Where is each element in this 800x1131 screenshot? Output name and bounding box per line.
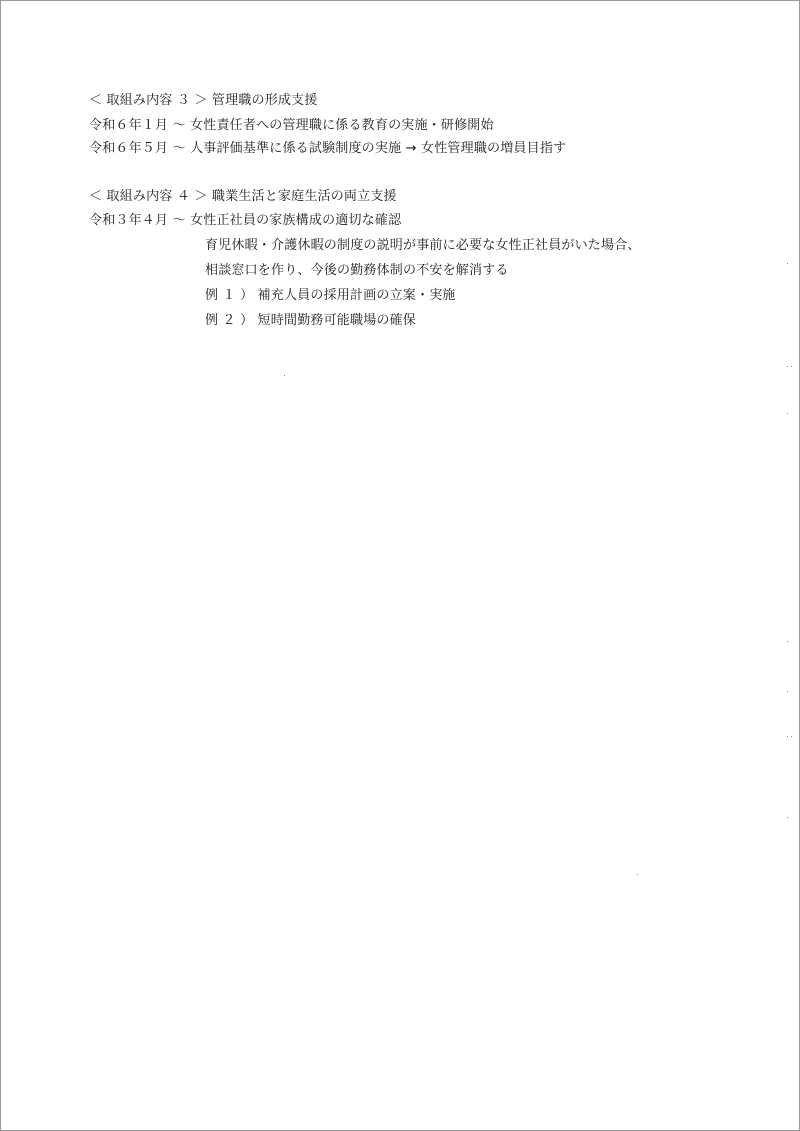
scan-speck xyxy=(791,736,792,737)
scan-speck xyxy=(637,874,638,875)
scan-speck xyxy=(787,736,788,737)
scan-speck xyxy=(284,375,285,376)
scan-speck xyxy=(787,817,788,818)
section4-heading: ＜ 取組み内容 ４ ＞ 職業生活と家庭生活の両立支援 xyxy=(89,189,397,204)
section4-detail-2: 相談窓口を作り、今後の勤務体制の不安を解消する xyxy=(205,263,509,278)
section4-detail-1: 育児休暇・介護休暇の制度の説明が事前に必要な女性正社員がいた場合、 xyxy=(205,238,641,253)
section4-item: 令和３年４月 ～ 女性正社員の家族構成の適切な確認 xyxy=(89,213,402,228)
scan-speck xyxy=(787,263,788,264)
section3-item-2: 令和６年５月 ～ 人事評価基準に係る試験制度の実施 → 女性管理職の増員目指す xyxy=(89,141,567,156)
scan-speck xyxy=(791,366,792,367)
scan-speck xyxy=(787,366,788,367)
section4-example-2: 例 ２ ） 短時間勤務可能職場の確保 xyxy=(205,313,416,328)
scan-speck xyxy=(787,691,788,692)
section3-heading: ＜ 取組み内容 ３ ＞ 管理職の形成支援 xyxy=(89,93,318,108)
scan-speck xyxy=(787,641,788,642)
section3-item-1: 令和６年１月 ～ 女性責任者への管理職に係る教育の実施・研修開始 xyxy=(89,118,494,133)
section4-example-1: 例 １ ） 補充人員の採用計画の立案・実施 xyxy=(205,288,456,303)
scan-speck xyxy=(787,413,788,414)
